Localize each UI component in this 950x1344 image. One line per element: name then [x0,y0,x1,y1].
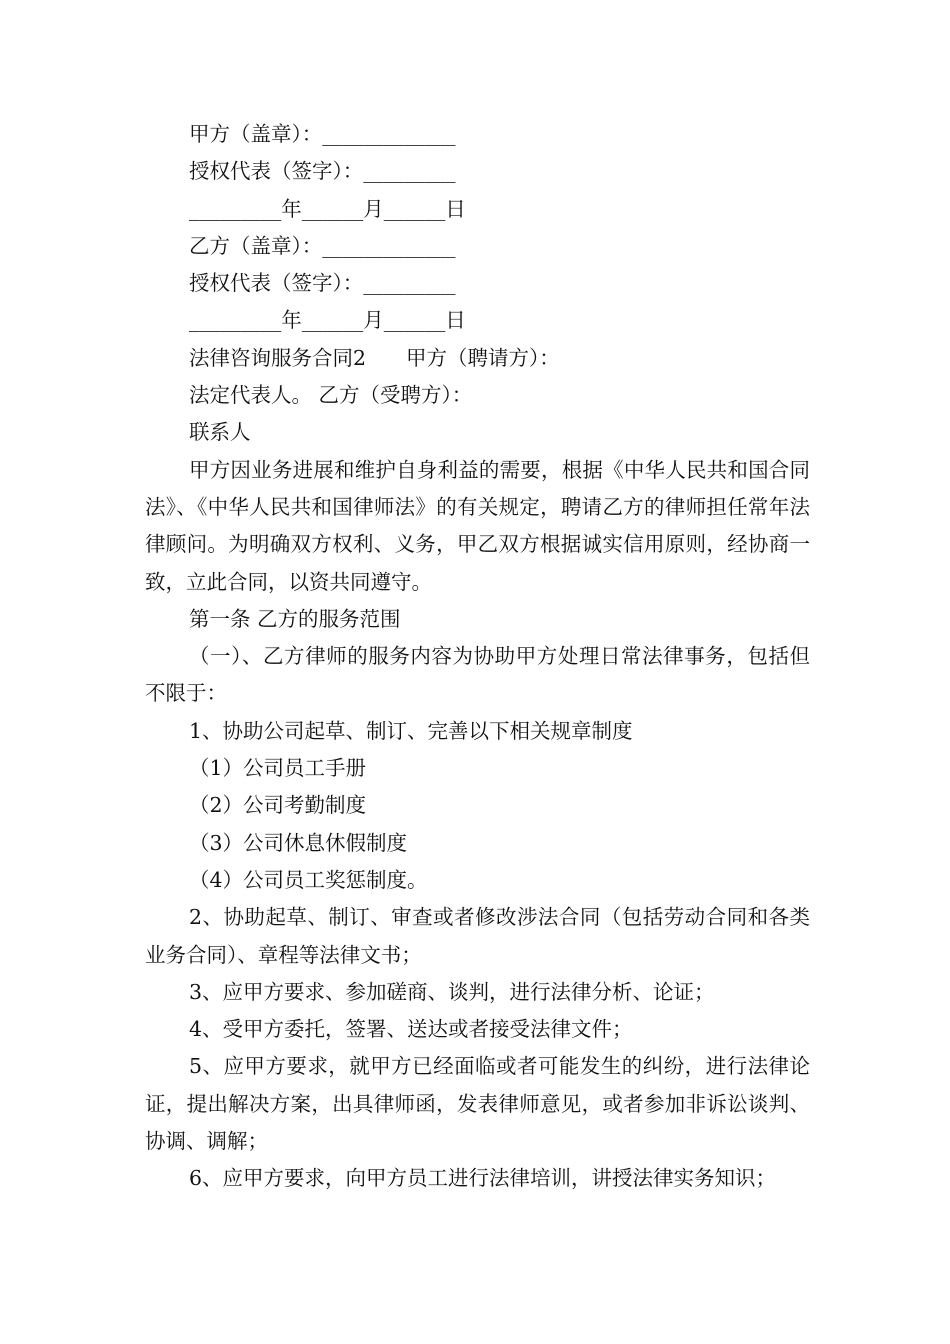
sub-item-3: （3）公司休息休假制度 [189,830,408,855]
contract-title: 法律咨询服务合同2 [189,345,367,370]
party-b-date-line: _________年______月______日 [189,308,466,333]
sub-item-1: （1）公司员工手册 [189,756,367,781]
list-item-3: 3、应甲方要求、参加磋商、谈判，进行法律分析、论证； [189,979,715,1004]
party-a-seal-line: 甲方（盖章）：_____________ [189,122,456,146]
party-b-seal-line: 乙方（盖章）：_____________ [189,233,456,258]
article-1-heading: 第一条 乙方的服务范围 [189,606,401,631]
list-item-2: 2、协助起草、制订、审查或者修改涉法合同（包括劳动合同和各类业务合同）、章程等法律文书； [145,905,810,967]
party-a-label: 甲方（聘请方）： [406,345,560,370]
party-b-representative-line: 授权代表（签字）：_________ [189,271,456,296]
sub-item-4: （4）公司员工奖惩制度。 [189,867,428,892]
list-item-5: 5、应甲方要求，就甲方已经面临或者可能发生的纠纷，进行法律论证，提出解决方案，出具律师函，发表律师意见，或者参加非诉讼谈判、协调、调解； [145,1054,810,1154]
party-a-representative-line: 授权代表（签字）：_________ [189,159,456,184]
document-page [145,116,810,1198]
list-item-6: 6、应甲方要求，向甲方员工进行法律培训，讲授法律实务知识； [189,1166,777,1191]
list-item-4: 4、受甲方委托，签署、送达或者接受法律文件； [189,1017,633,1042]
contract-title-line [145,340,810,377]
party-a-date-line: _________年______月______日 [189,196,466,221]
contact-line: 联系人 [189,420,251,445]
list-item-1: 1、协助公司起草、制订、完善以下相关规章制度 [189,718,633,743]
legal-rep-line: 法定代表人。 乙方（受聘方）： [189,383,473,408]
scope-paragraph: （一）、乙方律师的服务内容为协助甲方处理日常法律事务，包括但不限于： [145,644,810,706]
sub-item-2: （2）公司考勤制度 [189,793,367,818]
intro-paragraph: 甲方因业务进展和维护自身利益的需要，根据《中华人民共和国合同法》、《中华人民共和国律师法》的有关规定，聘请乙方的律师担任常年法律顾问。为明确双方权利、义务，甲乙双方根据诚实信用原则，经协商一致，立此合同，以资共同遵守。 [145,457,810,594]
